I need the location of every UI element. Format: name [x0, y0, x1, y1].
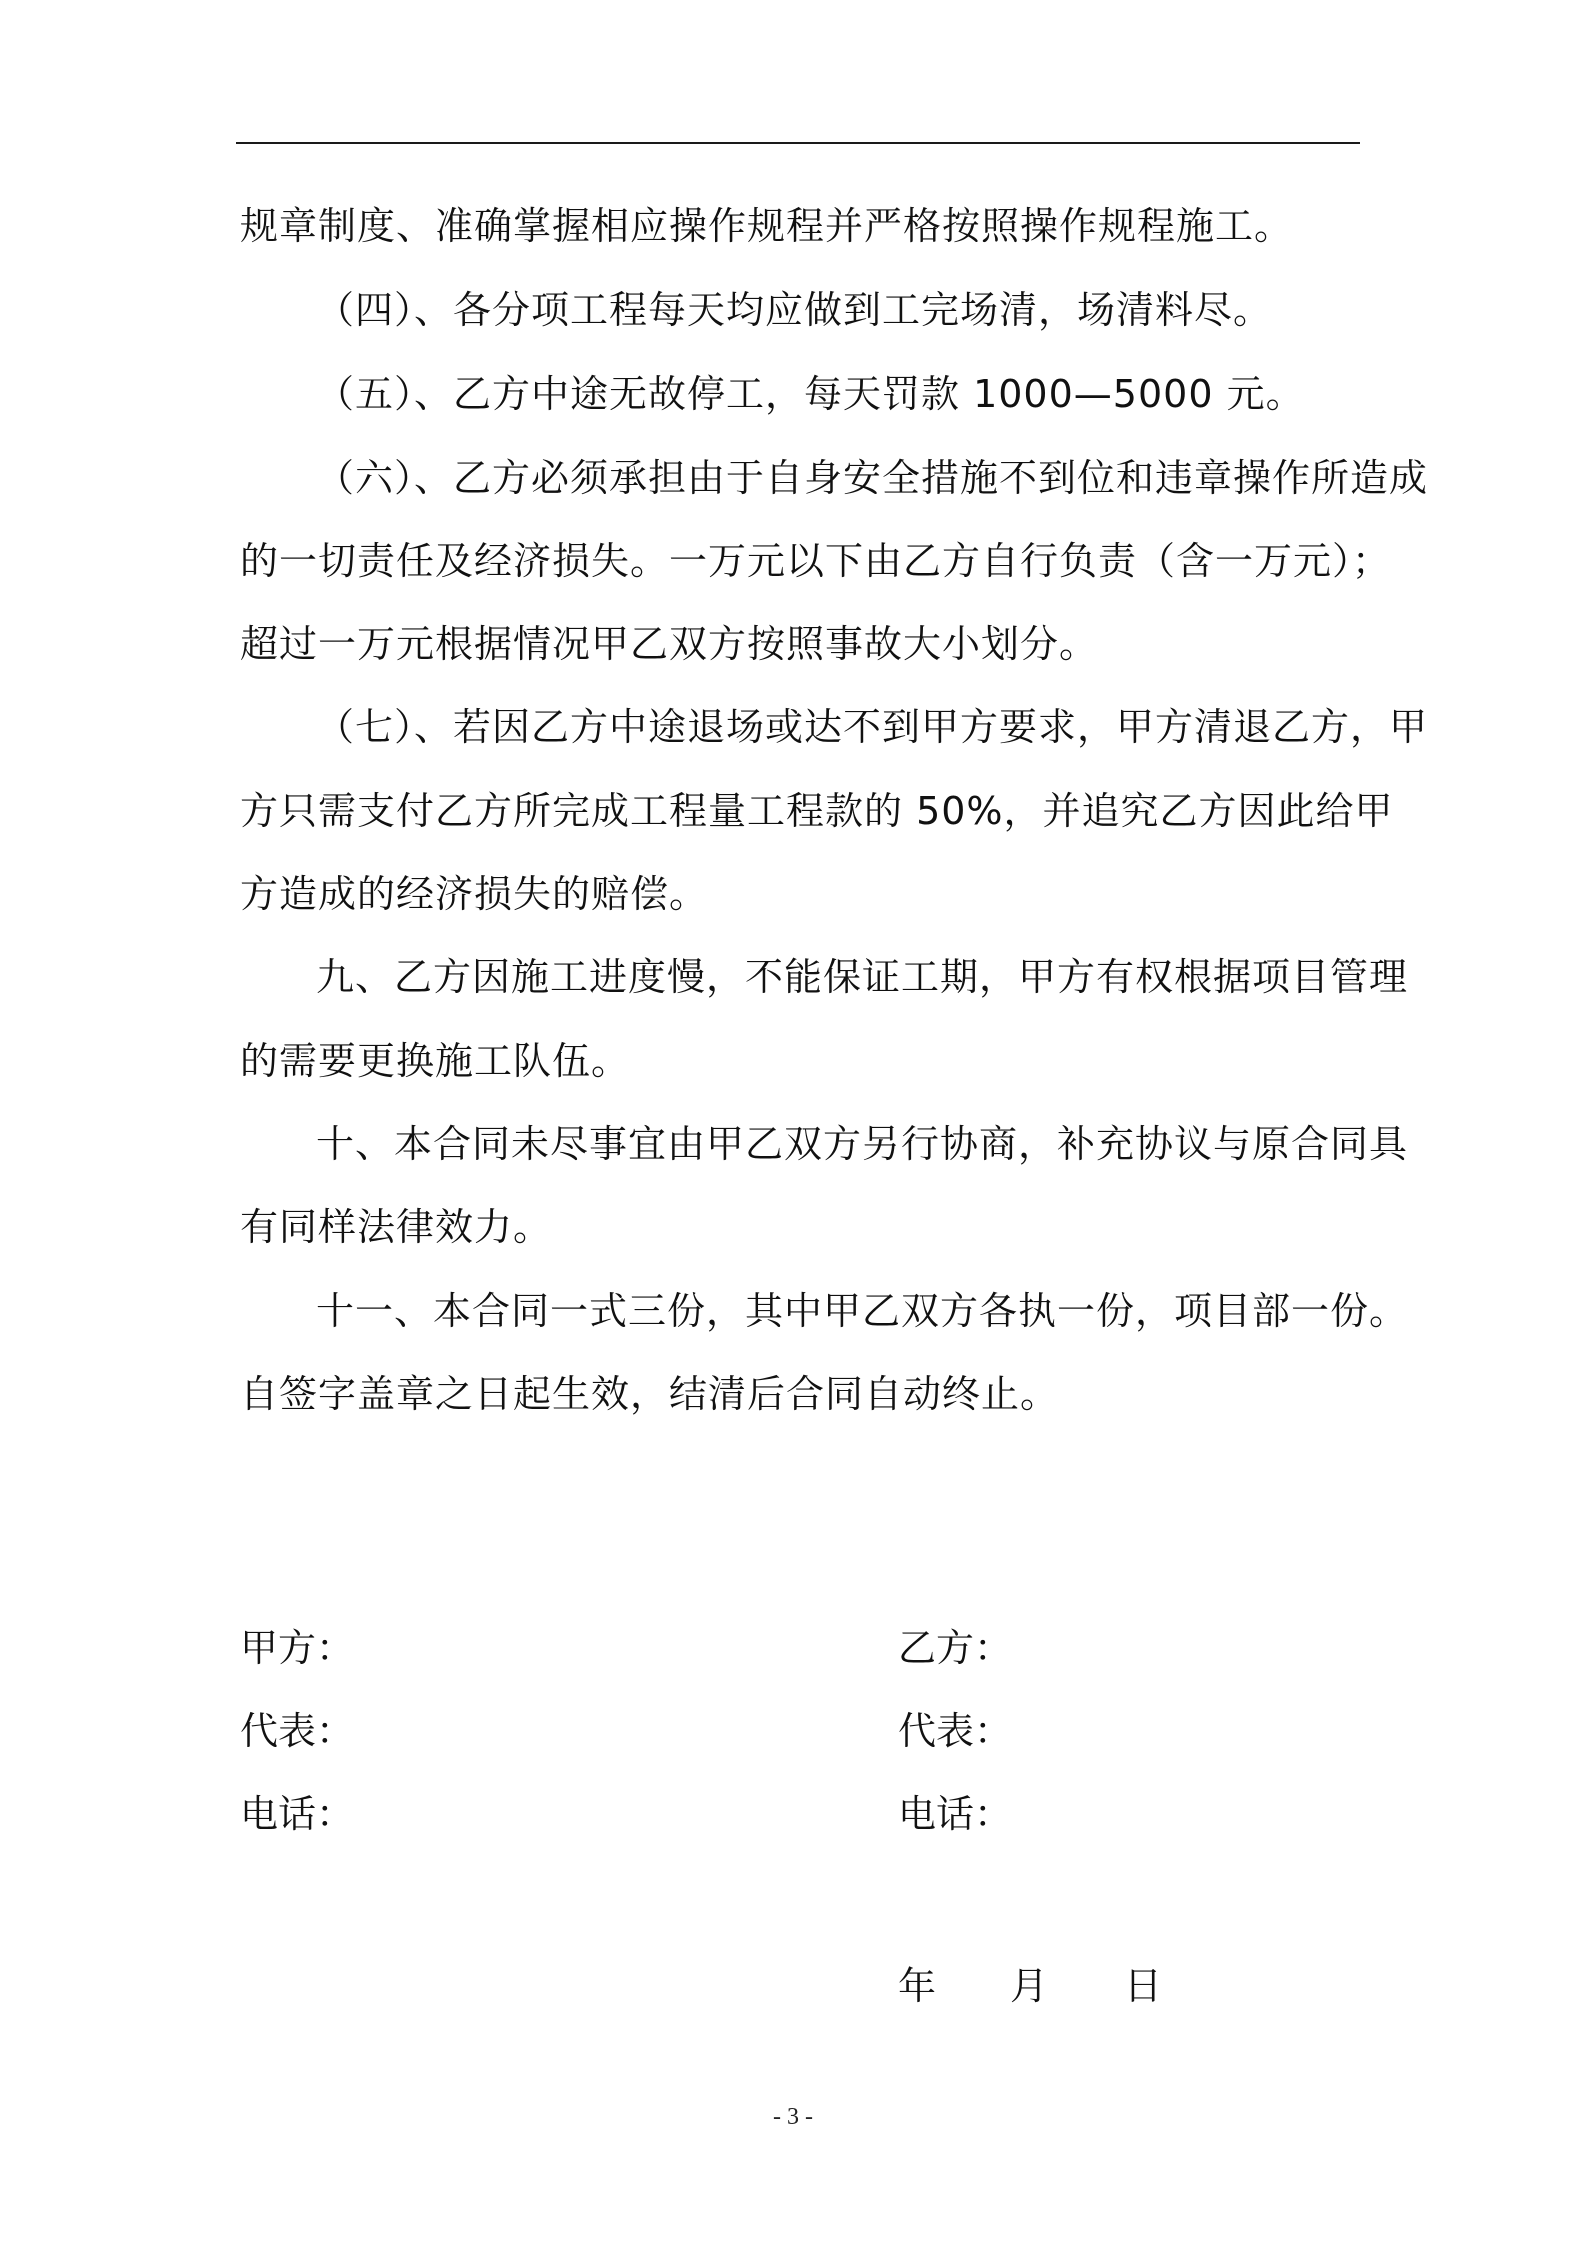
clause-6-line-2: 的一切责任及经济损失。一万元以下由乙方自行负责（含一万元）； — [240, 539, 1392, 583]
article-10-line-1: 十、本合同未尽事宜由甲乙双方另行协商，补充协议与原合同具 — [316, 1122, 1409, 1166]
clause-5: （五）、乙方中途无故停工，每天罚款 1000—5000 元。 — [316, 372, 1305, 416]
page-number: - 3 - — [773, 2104, 813, 2130]
clause-4: （四）、各分项工程每天均应做到工完场清，场清料尽。 — [316, 288, 1273, 332]
date-year-label: 年 — [898, 1964, 937, 2008]
clause-7-line-1: （七）、若因乙方中途退场或达不到甲方要求，甲方清退乙方，甲 — [316, 705, 1429, 749]
clause-6-line-1: （六）、乙方必须承担由于自身安全措施不到位和违章操作所造成 — [316, 456, 1429, 500]
body-line-1: 规章制度、准确掌握相应操作规程并严格按照操作规程施工。 — [240, 204, 1294, 248]
party-a-phone-label: 电话： — [240, 1792, 355, 1836]
date-month-label: 月 — [1010, 1964, 1049, 2008]
header-rule — [236, 142, 1360, 144]
clause-7-line-3: 方造成的经济损失的赔偿。 — [240, 872, 709, 916]
article-9-line-2: 的需要更换施工队伍。 — [240, 1039, 631, 1083]
date-day-label: 日 — [1124, 1964, 1163, 2008]
clause-7-line-2: 方只需支付乙方所完成工程量工程款的 50%，并追究乙方因此给甲 — [240, 789, 1394, 833]
party-b-phone-label: 电话： — [898, 1792, 1013, 1836]
article-11-line-2: 自签字盖章之日起生效，结清后合同自动终止。 — [240, 1372, 1060, 1416]
party-a-rep-label: 代表： — [240, 1709, 355, 1753]
party-b-rep-label: 代表： — [898, 1709, 1013, 1753]
article-9-line-1: 九、乙方因施工进度慢，不能保证工期，甲方有权根据项目管理 — [316, 955, 1409, 999]
article-11-line-1: 十一、本合同一式三份，其中甲乙双方各执一份，项目部一份。 — [316, 1289, 1409, 1333]
clause-6-line-3: 超过一万元根据情况甲乙双方按照事故大小划分。 — [240, 622, 1099, 666]
party-a-label: 甲方： — [240, 1626, 355, 1670]
party-b-label: 乙方： — [898, 1626, 1013, 1670]
article-10-line-2: 有同样法律效力。 — [240, 1205, 553, 1249]
